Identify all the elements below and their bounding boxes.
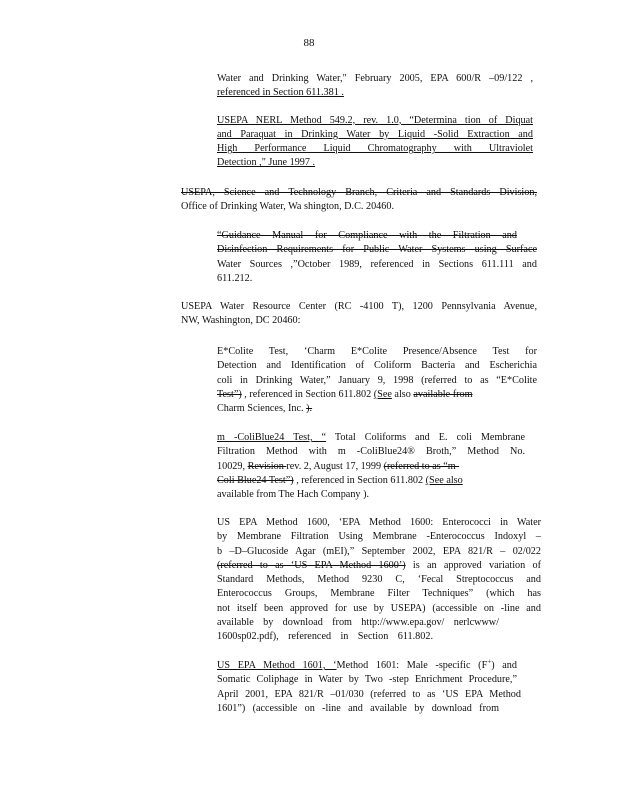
entry-usepa-stb <box>181 186 537 215</box>
entry-line <box>217 474 525 488</box>
entry-line: not itself been approved for use by USEPA) (accessible on -line and <box>217 602 541 614</box>
underlined-text: also <box>443 474 463 486</box>
entry-line: Standard Methods, Method 9230 C, ‘Fecal Streptococcus and <box>217 574 541 586</box>
entry-method-1600 <box>217 516 541 645</box>
line-text: rev. 2, August 17, 1999 <box>286 460 384 472</box>
page-number: 88 <box>303 37 315 49</box>
underlined-text: (See <box>425 474 444 486</box>
entry-line <box>217 460 525 474</box>
line-text: also <box>391 388 414 400</box>
entry-line <box>217 559 541 573</box>
entry-usepa-wrc <box>181 300 537 329</box>
entry-line: “Guidance Manual for Compliance with the Filtration and <box>217 230 517 241</box>
entry-line: Filtration Method with m -ColiBlue24® Broth,” Method No. <box>217 446 525 458</box>
struck-text: (referred to as “m- <box>383 460 460 472</box>
entry-line: USEPA Water Resource Center (RC -4100 T), 1200 Pennsylvania Avenue, <box>181 301 537 312</box>
entry-line: available by download from http://www.epa.gov/ nerlcwww/ <box>217 617 499 629</box>
struck-text: Coli Blue24 Test”) <box>217 474 294 486</box>
entry-line: 611.212. <box>217 272 253 284</box>
entry-line <box>217 431 525 445</box>
entry-line: Enterococcus Groups, Membrane Filter Techniques” (which has <box>217 588 541 600</box>
entry-guidance-manual <box>217 229 537 286</box>
entry-line: Water and Drinking Water," February 2005, EPA 600/R –09/122 , <box>217 73 533 84</box>
entry-line <box>217 388 537 402</box>
entry-line: b –D–Glucoside Agar (mEI),” September 2002, EPA 821/R – 02/022 <box>217 545 541 557</box>
line-text: 10029, <box>217 460 248 472</box>
entry-ecolite <box>217 345 537 416</box>
entry-line: Office of Drinking Water, Wa shington, D.C. 20460. <box>181 201 394 213</box>
struck-text: available from <box>413 388 473 400</box>
entry-line: by Membrane Filtration Using Membrane -Enterococcus Indoxyl – <box>217 531 541 543</box>
line-text: is an approved variation of <box>405 559 542 571</box>
entry-line: 1601”) (accessible on -line and available by download from <box>217 702 499 714</box>
struck-text: Test”) <box>217 388 242 400</box>
struck-text: ). <box>306 403 313 415</box>
line-text: , referenced in Section 611.802 <box>293 474 426 486</box>
entry-line: Disinfection Requirements for Public Water Systems using Surface <box>217 244 537 256</box>
struck-text: Revision <box>247 460 287 472</box>
line-text: Method 1601: Male -specific (F <box>336 660 488 671</box>
superscript: + <box>487 657 492 666</box>
underlined-text: US EPA Method 1601, ‘ <box>217 660 337 671</box>
entry-line: USEPA NERL Method 549.2, rev. 1.0, “Determina tion of Diquat <box>217 114 533 126</box>
entry-line <box>217 402 537 416</box>
entry-line: April 2001, EPA 821/R –01/030 (referred to as ‘US EPA Method <box>217 688 521 700</box>
line-text: , referenced in Section 611.802 <box>241 388 374 400</box>
line-text: ) and <box>491 660 517 671</box>
struck-text: (referred to as ‘US EPA Method 1600’) <box>217 559 406 571</box>
entry-line: E*Colite Test, ‘Charm E*Colite Presence/Absence Test for <box>217 346 537 357</box>
entry-line: coli in Drinking Water,” January 9, 1998 (referred to as “E*Colite <box>217 374 537 386</box>
entry-line: Water Sources ,”October 1989, referenced in Sections 611.111 and <box>217 258 537 270</box>
entry-method-1601 <box>217 657 521 716</box>
entry-line: US EPA Method 1600, ‘EPA Method 1600: Enterococci in Water <box>217 517 541 528</box>
entry-line: Detection ," June 1997 . <box>217 157 316 169</box>
entry-line: NW, Washington, DC 20460: <box>181 315 301 327</box>
entry-line <box>217 659 517 673</box>
entry-nerl-549-2 <box>217 72 533 171</box>
entry-line: 1600sp02.pdf), referenced in Section 611.802. <box>217 631 433 643</box>
entry-line: referenced in Section 611.381 . <box>217 87 344 99</box>
entry-m-coliblue24 <box>217 431 525 502</box>
line-text: Total Coliforms and E. coli Membrane <box>326 432 525 443</box>
underlined-text: (See <box>373 388 392 400</box>
entry-line: Detection and Identification of Coliform Bacteria and Escherichia <box>217 360 537 372</box>
underlined-text: m -ColiBlue24 Test, “ <box>217 432 327 443</box>
entry-line: and Paraquat in Drinking Water by Liquid -Solid Extraction and <box>217 128 533 140</box>
entry-line: High Performance Liquid Chromatography with Ultraviolet <box>217 143 533 155</box>
line-text: Charm Sciences, Inc. <box>217 403 307 415</box>
entry-line: available from The Hach Company ). <box>217 489 370 501</box>
entry-line: USEPA, Science and Technology Branch, Criteria and Standards Division, <box>181 187 537 198</box>
entry-line: Somatic Coliphage in Water by Two -step Enrichment Procedure,” <box>217 674 517 686</box>
